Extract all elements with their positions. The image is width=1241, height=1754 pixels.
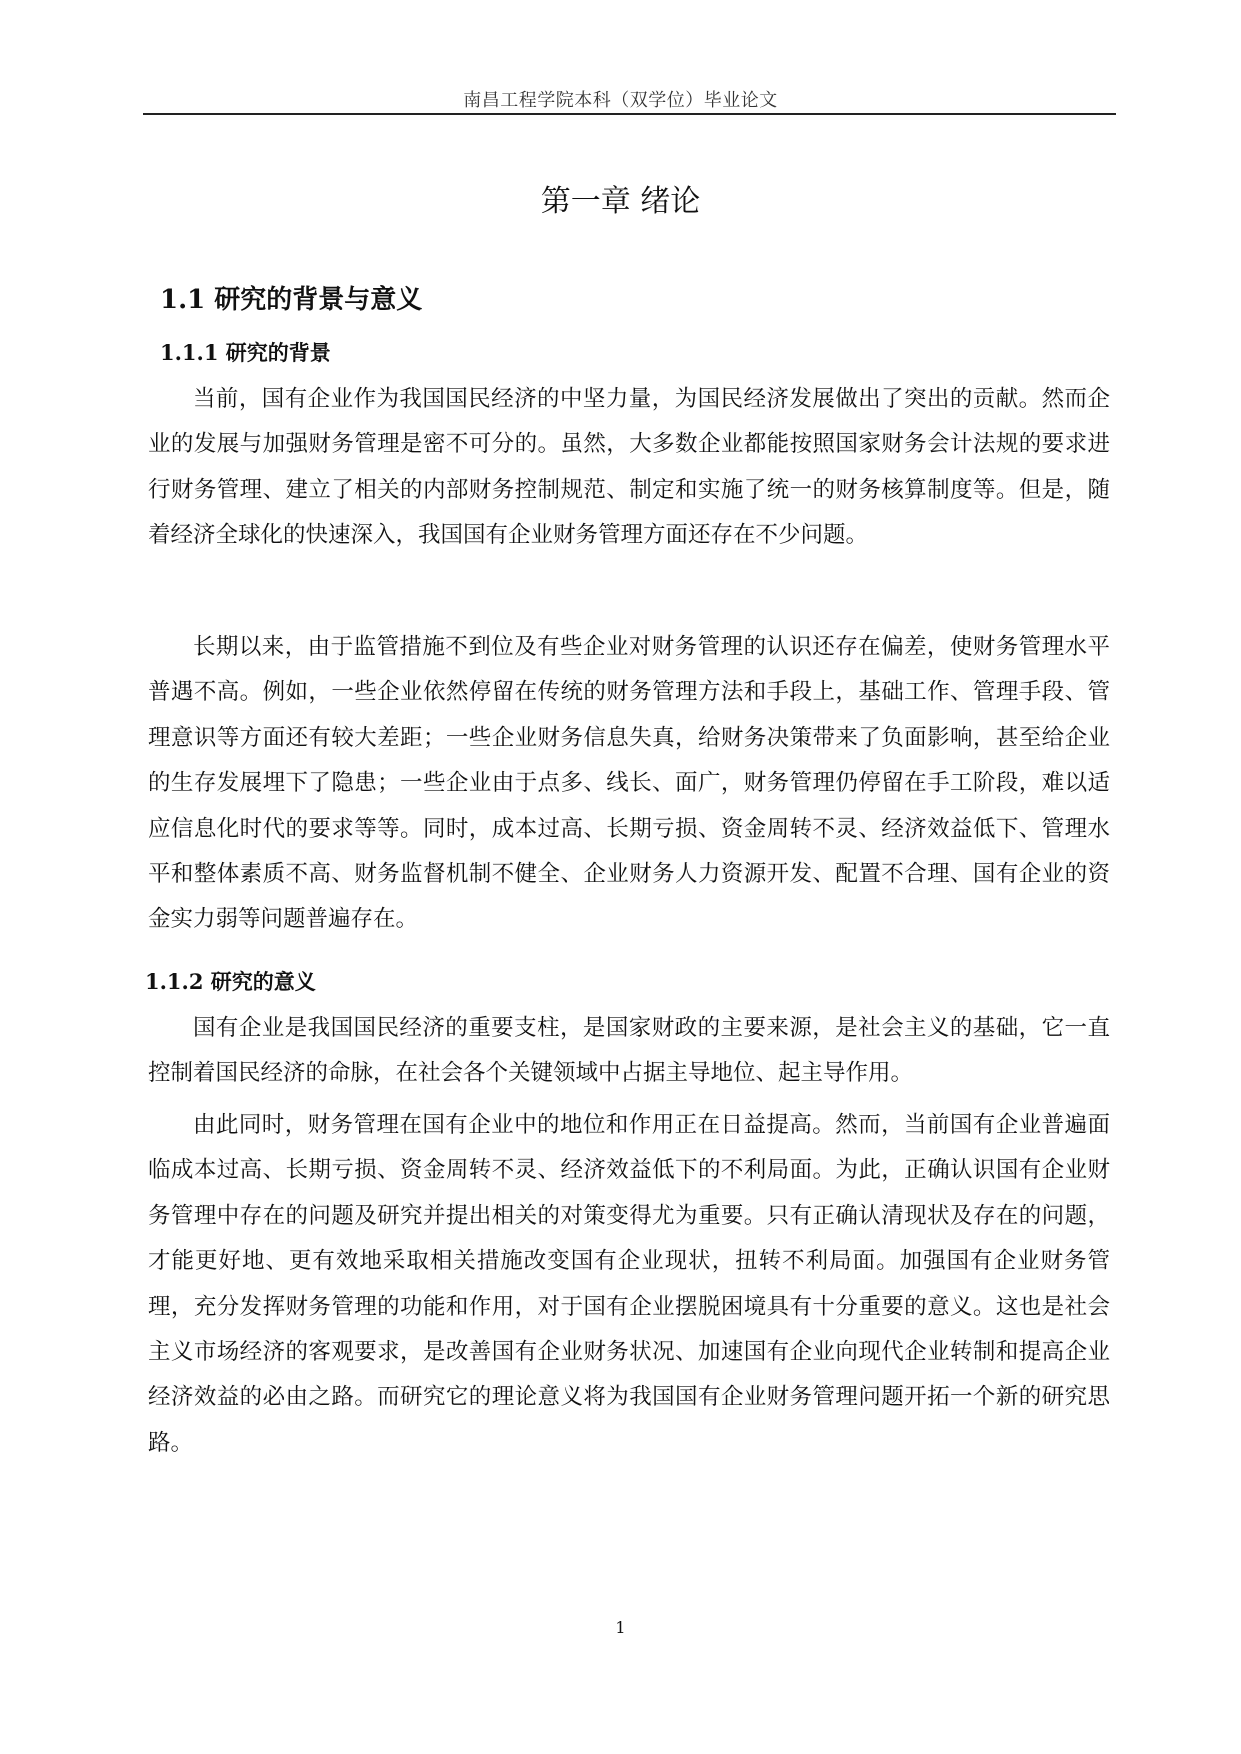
- paragraph: 由此同时，财务管理在国有企业中的地位和作用正在日益提高。然而，当前国有企业普遍面临成本过高、长期亏损、资金周转不灵、经济效益低下的不利局面。为此，正确认识国有企业财务管理中存在的问题及研究并提出相关的对策变得尤为重要。只有正确认清现状及存在的问题，才能更好地、更有效地采取相关措施改变国有企业现状，扭转不利局面。加强国有企业财务管理，充分发挥财务管理的功能和作用，对于国有企业摆脱困境具有十分重要的意义。这也是社会主义市场经济的客观要求，是改善国有企业财务状况、加速国有企业向现代企业转制和提高企业经济效益的必由之路。而研究它的理论意义将为我国国有企业财务管理问题开拓一个新的研究思路。: [148, 1112, 1110, 1456]
- paragraph: 长期以来，由于监管措施不到位及有些企业对财务管理的认识还存在偏差，使财务管理水平普遇不高。例如，一些企业依然停留在传统的财务管理方法和手段上，基础工作、管理手段、管理意识等方面还有较大差距；一些企业财务信息失真，给财务决策带来了负面影响，甚至给企业的生存发展埋下了隐患；一些企业由于点多、线长、面广，财务管理仍停留在手工阶段，难以适应信息化时代的要求等等。同时，成本过高、长期亏损、资金周转不灵、经济效益低下、管理水平和整体素质不高、财务监督机制不健全、企业财务人力资源开发、配置不合理、国有企业的资金实力弱等问题普遍存在。: [148, 634, 1110, 933]
- header-rule: [143, 113, 1116, 115]
- paragraph: 国有企业是我国国民经济的重要支柱，是国家财政的主要来源，是社会主义的基础，它一直控制着国民经济的命脉，在社会各个关键领域中占据主导地位、起主导作用。: [148, 1015, 1110, 1087]
- chapter-title: 第一章 绪论: [540, 184, 701, 219]
- subsection-title-background: 1.1.1 研究的背景: [160, 340, 331, 365]
- page-number: 1: [615, 1618, 626, 1637]
- section-title: 1.1 研究的背景与意义: [160, 285, 423, 315]
- paragraph: 当前，国有企业作为我国国民经济的中坚力量，为国民经济发展做出了突出的贡献。然而企业的发展与加强财务管理是密不可分的。虽然，大多数企业都能按照国家财务会计法规的要求进行财务管理、建立了相关的内部财务控制规范、制定和实施了统一的财务核算制度等。但是，随着经济全球化的快速深入，我国国有企业财务管理方面还存在不少问题。: [148, 386, 1110, 549]
- subsection-title-significance: 1.1.2 研究的意义: [145, 969, 316, 994]
- running-header: 南昌工程学院本科（双学位）毕业论文: [463, 90, 778, 111]
